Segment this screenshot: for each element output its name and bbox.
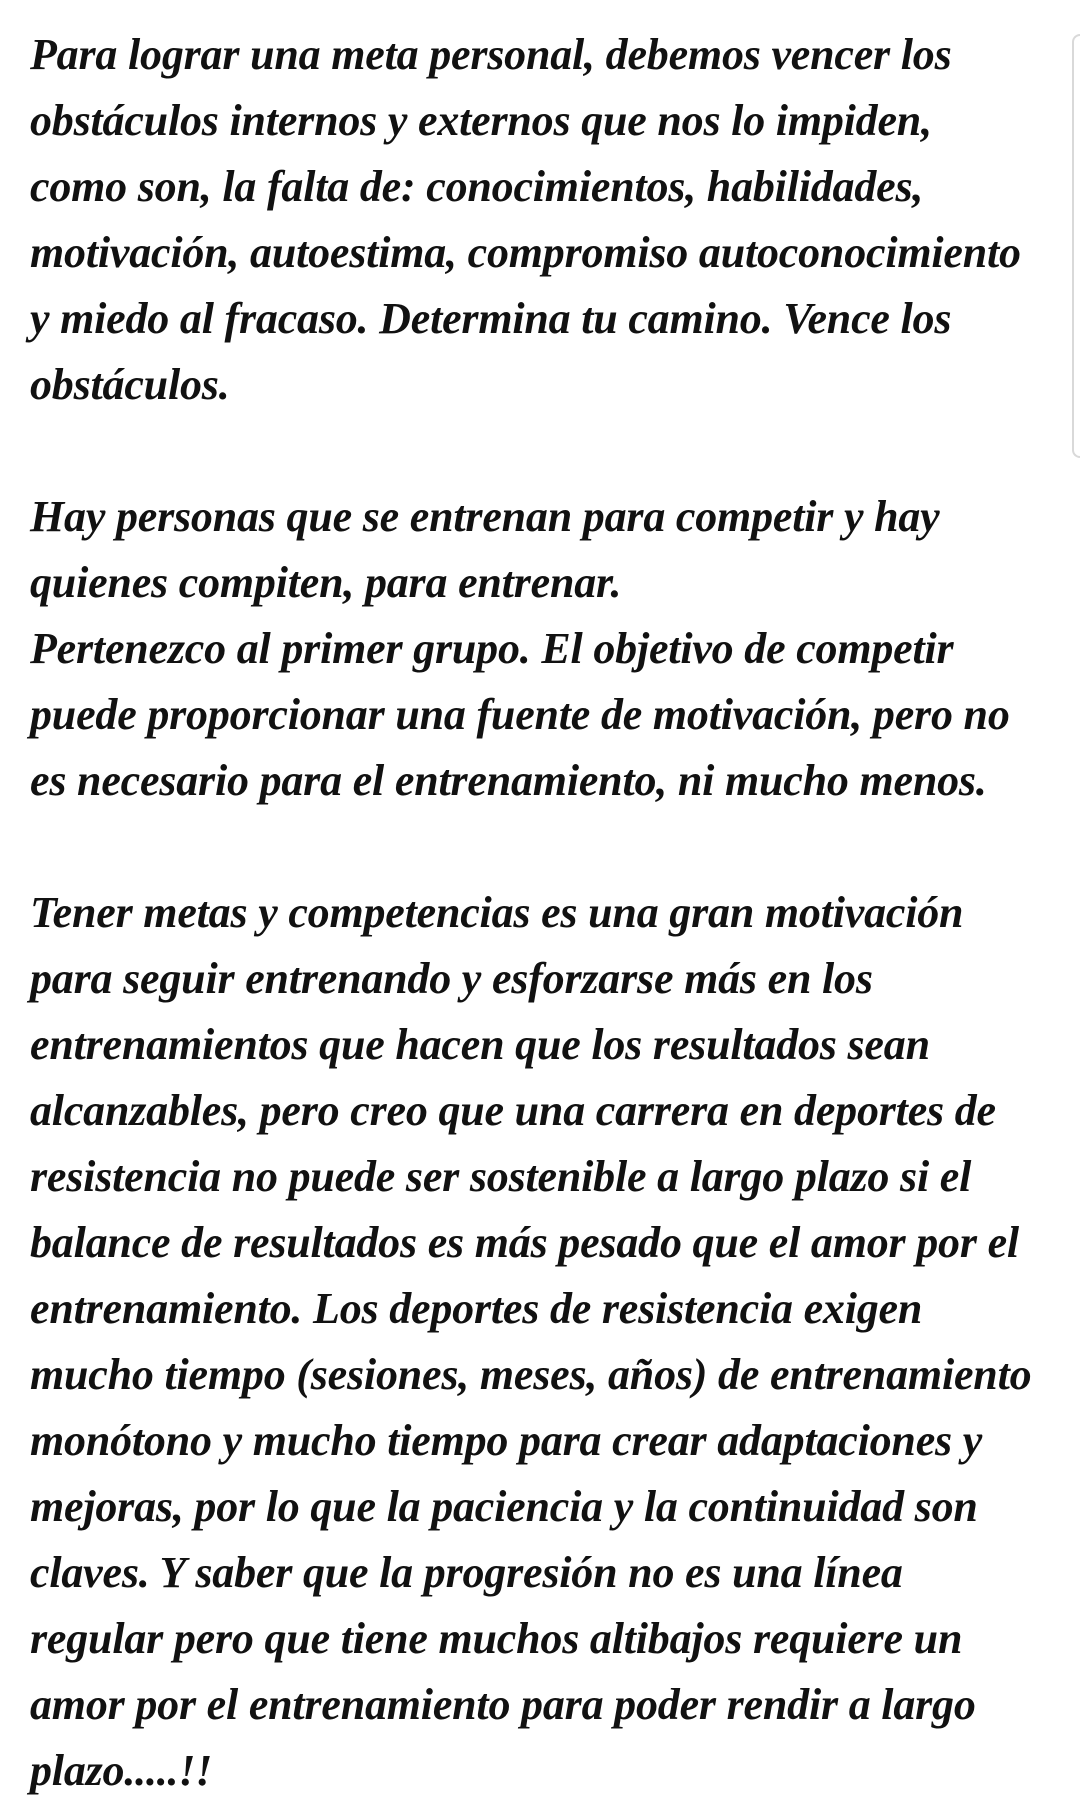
- text-line: es necesario para el entrenamiento, ni mucho menos.: [30, 756, 987, 805]
- text-line: monótono y mucho tiempo para crear adaptaciones y: [30, 1416, 983, 1465]
- paragraph-spacer: [30, 814, 1050, 880]
- text-line: entrenamientos que hacen que los resultados sean: [30, 1020, 930, 1069]
- text-line: puede proporcionar una fuente de motivación, pero no: [30, 690, 1010, 739]
- text-line: para seguir entrenando y esforzarse más en los: [30, 954, 873, 1003]
- text-line: y miedo al fracaso. Determina tu camino. Vence los: [30, 294, 952, 343]
- text-line: alcanzables, pero creo que una carrera en deportes de: [30, 1086, 996, 1135]
- text-content: [30, 22, 1050, 1804]
- text-line: quienes compiten, para entrenar.: [30, 558, 622, 607]
- text-line: obstáculos internos y externos que nos lo impiden,: [30, 96, 932, 145]
- text-line: balance de resultados es más pesado que el amor por el: [30, 1218, 1019, 1267]
- text-line: amor por el entrenamiento para poder rendir a largo: [30, 1680, 976, 1729]
- text-line: claves. Y saber que la progresión no es una línea: [30, 1548, 903, 1597]
- text-line: Pertenezco al primer grupo. El objetivo de competir: [30, 624, 954, 673]
- text-line: plazo.....!!: [30, 1746, 213, 1795]
- paragraph-spacer: [30, 418, 1050, 484]
- text-line: Hay personas que se entrenan para competir y hay: [30, 492, 940, 541]
- text-line: Para lograr una meta personal, debemos vencer los: [30, 30, 952, 79]
- text-line: entrenamiento. Los deportes de resistencia exigen: [30, 1284, 923, 1333]
- scrollbar-handle[interactable]: [1072, 34, 1080, 458]
- text-line: Tener metas y competencias es una gran motivación: [30, 888, 964, 937]
- paragraph-competir: [30, 484, 1050, 814]
- text-line: motivación, autoestima, compromiso autoconocimiento: [30, 228, 1021, 277]
- text-line: obstáculos.: [30, 360, 230, 409]
- text-line: como son, la falta de: conocimientos, habilidades,: [30, 162, 924, 211]
- text-line: mucho tiempo (sesiones, meses, años) de entrenamiento: [30, 1350, 1032, 1399]
- text-line: resistencia no puede ser sostenible a largo plazo si el: [30, 1152, 972, 1201]
- paragraph-metas-competencias: [30, 880, 1050, 1804]
- paragraph-meta-personal: [30, 22, 1050, 418]
- text-line: regular pero que tiene muchos altibajos requiere un: [30, 1614, 963, 1663]
- text-line: mejoras, por lo que la paciencia y la continuidad son: [30, 1482, 978, 1531]
